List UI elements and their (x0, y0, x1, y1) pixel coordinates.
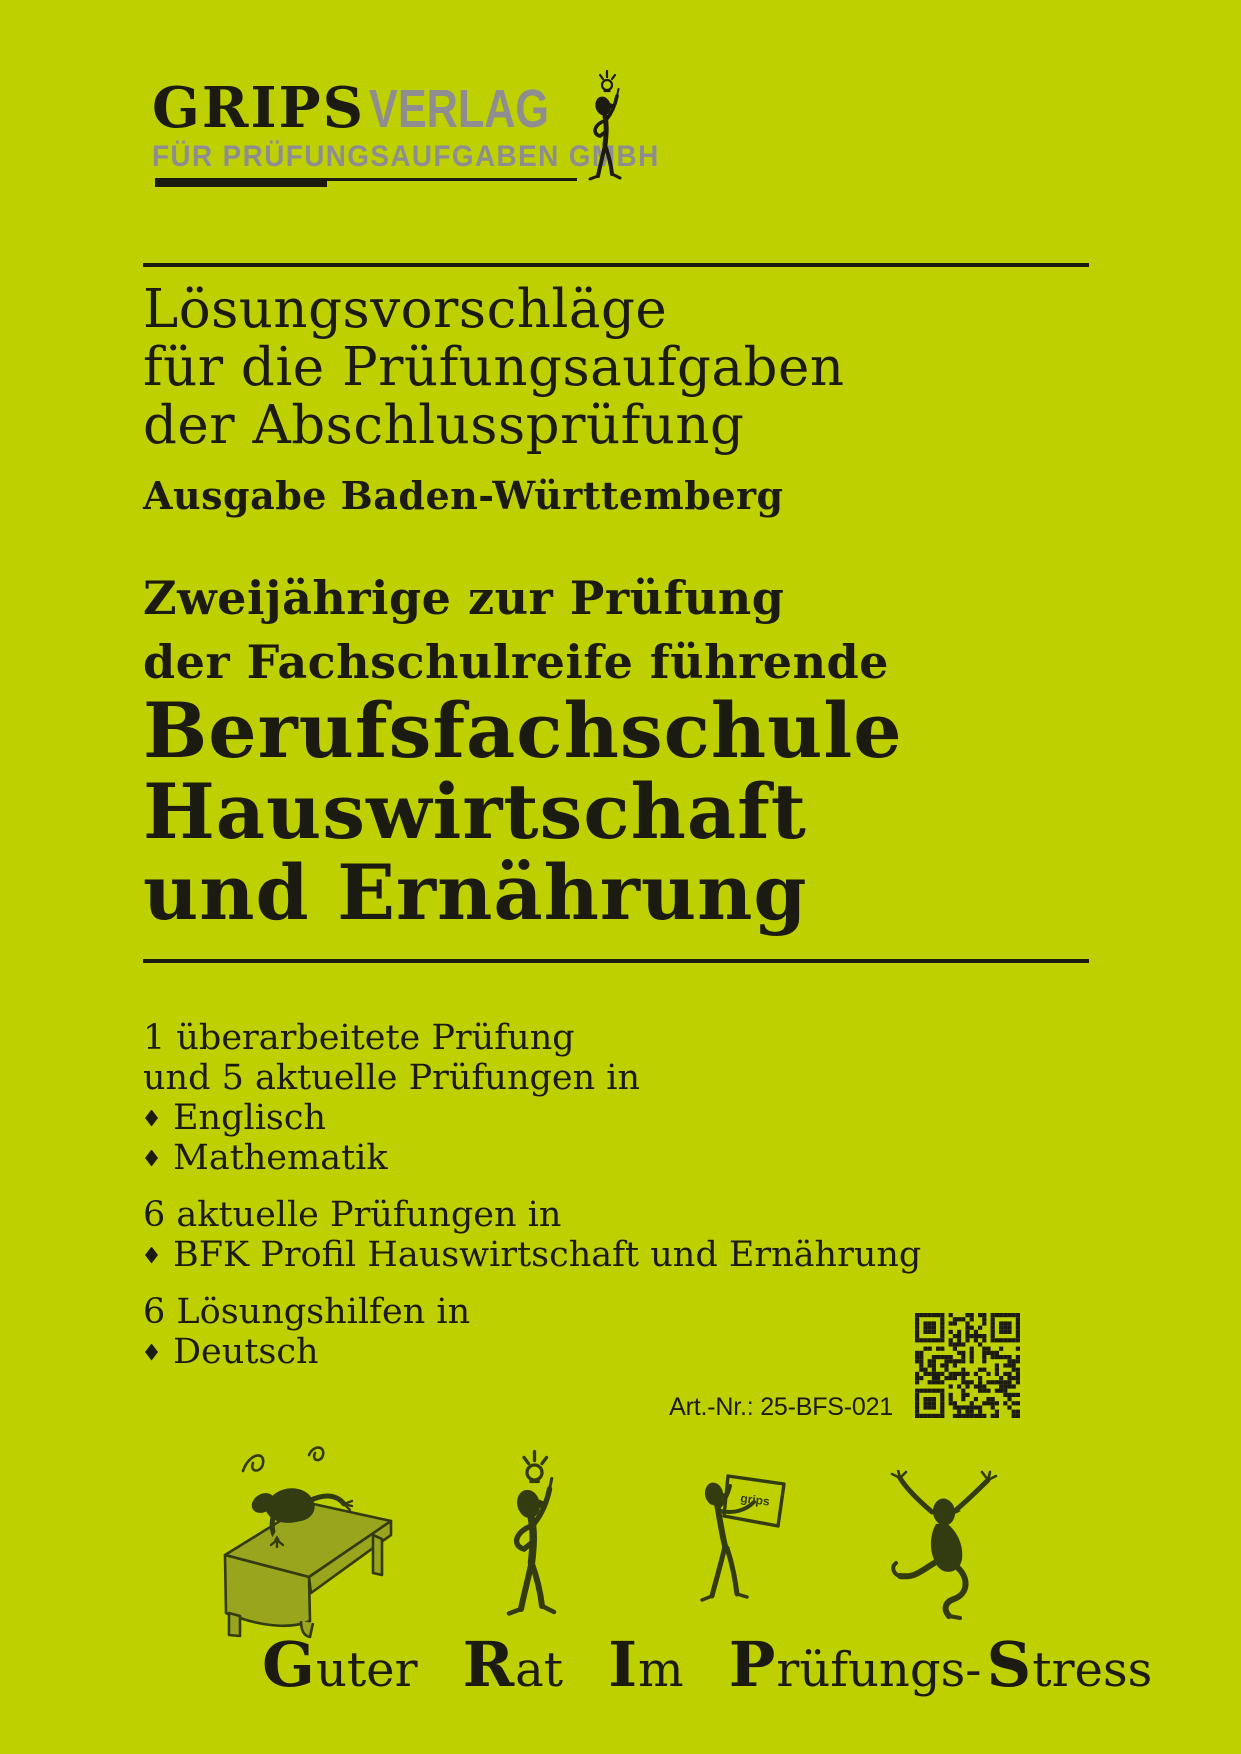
subject-name-line: und Ernährung (143, 848, 808, 937)
feature-group (143, 1195, 921, 1275)
main-title (143, 281, 844, 455)
slogan-word (262, 1628, 418, 1701)
logo-brand-text: GRIPS (152, 75, 366, 141)
main-title-line: der Abschlussprüfung (143, 395, 745, 456)
edition-label: Ausgabe Baden-Württemberg (143, 473, 784, 518)
subject-name-line: Berufsfachschule (143, 686, 903, 775)
jumping-stickman-illustration (886, 1470, 1014, 1634)
slogan-rest: rüfungs- (776, 1642, 982, 1698)
subject-intro-line: Zweijährige zur Prüfung (143, 571, 785, 625)
logo-underline-thick (155, 178, 327, 187)
slogan-rest: at (515, 1642, 564, 1698)
slogan-initial: I (608, 1628, 639, 1701)
logo-brand-type-text: VERLAG (369, 79, 550, 139)
desk-despair-illustration (213, 1443, 401, 1641)
certificate-stickman-illustration (684, 1466, 794, 1636)
subject-name (143, 686, 903, 937)
bottom-rule (143, 959, 1089, 963)
feature-item (143, 1235, 921, 1275)
feature-item-label: Mathematik (173, 1138, 388, 1178)
subject-name-line: Hauswirtschaft (143, 767, 807, 856)
slogan-initial: G (262, 1628, 316, 1701)
feature-item (143, 1332, 921, 1372)
slogan-word (987, 1628, 1153, 1701)
feature-heading: und 5 aktuelle Prüfungen in (143, 1058, 641, 1098)
logo-subtitle: FÜR PRÜFUNGSAUFGABEN GMBH (152, 140, 660, 173)
feature-heading: 1 überarbeitete Prüfung (143, 1018, 575, 1058)
main-title-line: Lösungsvorschläge (143, 279, 668, 340)
subject-intro (143, 566, 889, 694)
stickman-idea-icon (586, 68, 630, 188)
slogan-initial: S (986, 1628, 1033, 1701)
feature-list (143, 1018, 921, 1389)
slogan (262, 1628, 1152, 1701)
top-rule (143, 263, 1089, 267)
slogan-word (463, 1628, 563, 1701)
qr-code (915, 1313, 1020, 1418)
feature-heading: 6 aktuelle Prüfungen in (143, 1195, 562, 1235)
main-title-line: für die Prüfungsaufgaben (143, 337, 845, 398)
diamond-bullet-icon (145, 1344, 158, 1361)
diamond-bullet-icon (145, 1150, 158, 1167)
feature-item-label: Englisch (173, 1098, 326, 1138)
feature-item-label: BFK Profil Hauswirtschaft und Ernährung (173, 1235, 922, 1275)
feature-item (143, 1138, 921, 1178)
feature-item-label: Deutsch (173, 1332, 319, 1372)
slogan-word (729, 1628, 982, 1701)
feature-heading: 6 Lösungshilfen in (143, 1292, 471, 1332)
article-number: Art.-Nr.: 25-BFS-021 (669, 1393, 893, 1421)
slogan-word (608, 1628, 684, 1701)
idea-stickman-illustration (503, 1441, 569, 1633)
feature-group (143, 1292, 921, 1372)
subject-intro-line: der Fachschulreife führende (143, 635, 889, 689)
slogan-initial: P (728, 1628, 777, 1701)
slogan-rest: tress (1032, 1642, 1153, 1698)
slogan-rest: uter (315, 1642, 418, 1698)
slogan-initial: R (462, 1628, 516, 1701)
slogan-rest: m (638, 1642, 684, 1698)
diamond-bullet-icon (145, 1247, 158, 1264)
feature-group (143, 1018, 921, 1178)
paper-brand-text: grips (739, 1491, 771, 1509)
diamond-bullet-icon (145, 1110, 158, 1127)
feature-item (143, 1098, 921, 1138)
